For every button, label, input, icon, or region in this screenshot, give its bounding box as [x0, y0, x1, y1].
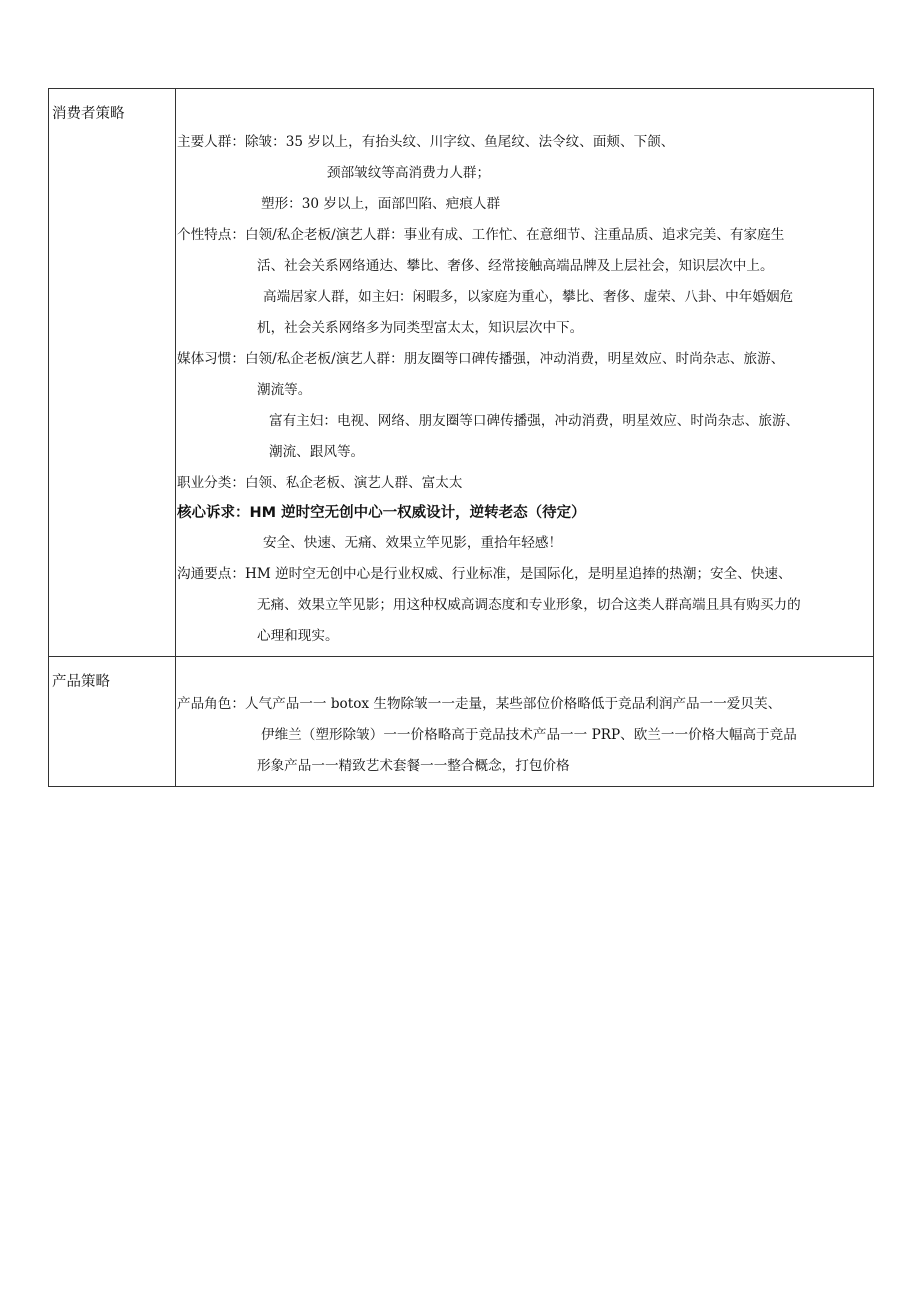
main-crowd-line2: 颈部皱纹等高消费力人群；	[327, 165, 491, 181]
product-role-line2: 伊维兰（塑形除皱）一一价格略高于竞品技术产品一一 PRP、欧兰一一价格大幅高于竞品	[261, 727, 797, 743]
media-line1: 白领/私企老板/演艺人群：朋友圈等口碑传播强，冲动消费，明星效应、时尚杂志、旅游、	[244, 351, 785, 367]
personality-line1: 白领/私企老板/演艺人群：事业有成、工作忙、在意细节、注重品质、追求完美、有家庭生	[244, 227, 785, 243]
core-appeal-head: 核心诉求：	[177, 505, 250, 521]
product-role-section	[177, 689, 869, 782]
product-role-line3: 形象产品一一精致艺术套餐一一整合概念，打包价格	[257, 758, 570, 774]
media-habits-section	[177, 344, 869, 468]
product-strategy-content-cell	[176, 657, 874, 787]
occupation-head: 职业分类：	[177, 475, 245, 491]
product-strategy-label-cell	[49, 657, 176, 787]
product-strategy-content	[176, 657, 873, 786]
personality-head: 个性特点：	[177, 227, 245, 243]
personality-line4: 机，社会关系网络多为同类型富太太，知识层次中下。	[257, 320, 584, 336]
communication-section	[177, 559, 869, 652]
media-head: 媒体习惯：	[177, 351, 245, 367]
communication-head: 沟通要点：	[177, 566, 245, 582]
main-crowd-head: 主要人群：	[177, 134, 245, 150]
consumer-strategy-label: 消费者策略	[52, 106, 125, 122]
consumer-strategy-label-cell	[49, 89, 176, 657]
media-line4: 潮流、跟风等。	[269, 444, 365, 460]
product-role-head: 产品角色：	[177, 696, 245, 712]
communication-line3: 心理和现实。	[257, 628, 339, 644]
product-role-line1: 人气产品一一 botox 生物除皱一一走量，某些部位价格略低于竞品利润产品一一爱贝芙、	[244, 696, 782, 712]
occupation-section	[177, 468, 869, 499]
main-crowd-section	[177, 127, 869, 220]
product-strategy-row	[49, 657, 874, 787]
media-line3: 富有主妇：电视、网络、朋友圈等口碑传播强，冲动消费，明星效应、时尚杂志、旅游、	[269, 413, 800, 429]
personality-line3: 高端居家人群，如主妇：闲暇多，以家庭为重心，攀比、奢侈、虚荣、八卦、中年婚姻危	[263, 289, 794, 305]
personality-line2: 活、社会关系网络通达、攀比、奢侈、经常接触高端品牌及上层社会，知识层次中上。	[257, 258, 774, 274]
personality-section	[177, 220, 869, 344]
core-appeal-line2: 安全、快速、无痛、效果立竿见影，重拾年轻感！	[263, 535, 563, 551]
main-crowd-line3: 塑形：30 岁以上，面部凹陷、疤痕人群	[261, 196, 501, 212]
product-strategy-label: 产品策略	[52, 674, 110, 690]
consumer-strategy-row	[49, 89, 874, 657]
main-crowd-line1: 除皱：35 岁以上，有抬头纹、川字纹、鱼尾纹、法令纹、面颊、下颌、	[244, 134, 675, 150]
strategy-table	[48, 88, 874, 787]
core-appeal-line1: HM 逆时空无创中心一权威设计，逆转老态（待定）	[249, 505, 586, 521]
occupation-line1: 白领、私企老板、演艺人群、富太太	[244, 475, 463, 491]
core-appeal-section	[177, 499, 869, 559]
consumer-strategy-content	[176, 89, 873, 656]
communication-line2: 无痛、效果立竿见影；用这种权威高调态度和专业形象，切合这类人群高端且具有购买力的	[257, 597, 801, 613]
media-line2: 潮流等。	[257, 382, 312, 398]
consumer-strategy-content-cell	[176, 89, 874, 657]
communication-line1: HM 逆时空无创中心是行业权威、行业标准，是国际化，是明星追捧的热潮；安全、快速、	[244, 566, 792, 582]
